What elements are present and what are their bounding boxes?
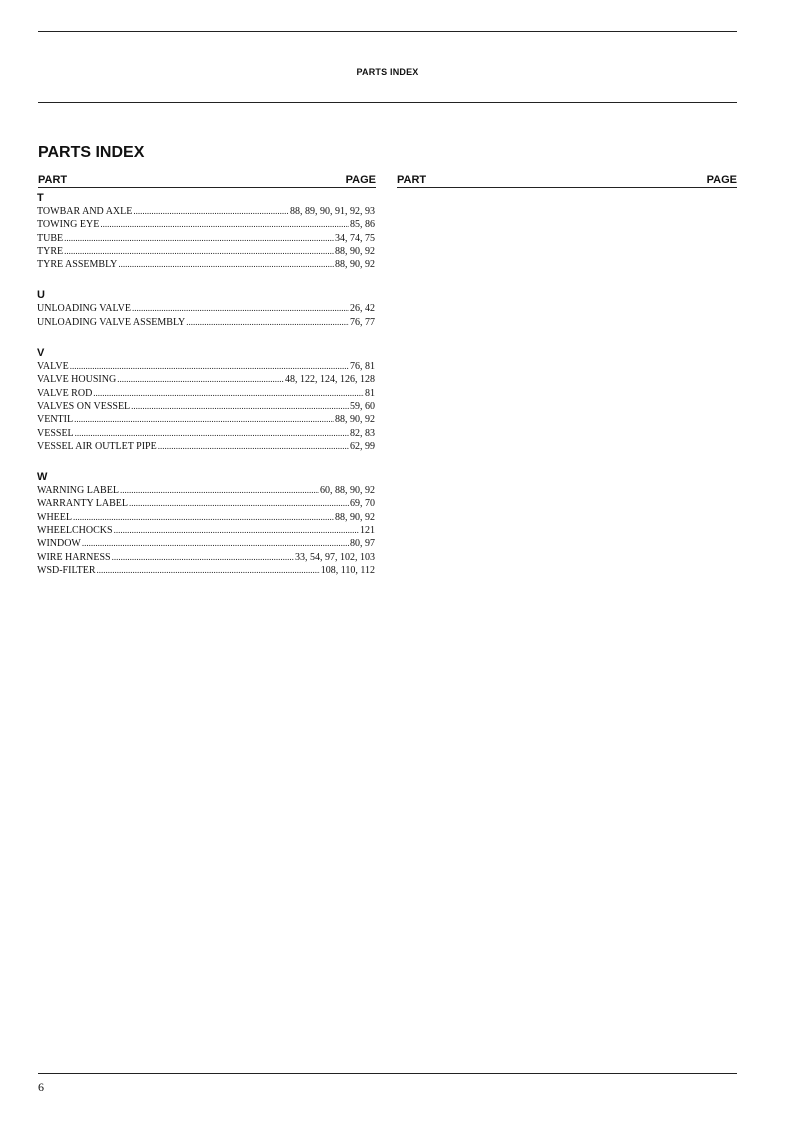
index-entry xyxy=(37,413,375,426)
page-refs: 59, 60 xyxy=(350,400,375,412)
index-entry xyxy=(37,537,375,550)
index-entry xyxy=(37,360,375,373)
column-header-part: PART xyxy=(397,174,427,186)
part-name: TYRE ASSEMBLY xyxy=(37,259,118,271)
index-entry xyxy=(37,497,375,510)
section-letter: U xyxy=(37,289,45,302)
part-name: VESSEL xyxy=(37,427,74,439)
index-entry xyxy=(37,232,375,245)
part-name: VALVE xyxy=(37,361,69,373)
index-section xyxy=(37,346,375,453)
dot-leader xyxy=(133,205,289,218)
part-name: TOWBAR AND AXLE xyxy=(37,206,133,217)
column-header-page: PAGE xyxy=(345,174,376,186)
index-entry xyxy=(37,218,375,231)
top-rule xyxy=(38,31,737,32)
index-entry xyxy=(37,564,375,577)
part-name: TUBE xyxy=(37,232,64,244)
page-refs: 88, 90, 92 xyxy=(335,511,375,523)
left-column-header xyxy=(38,173,376,188)
part-name: WARNING LABEL xyxy=(37,485,119,497)
page-refs: 33, 54, 97, 102, 103 xyxy=(295,551,375,563)
dot-leader xyxy=(129,497,349,510)
page-refs: 26, 42 xyxy=(350,303,375,315)
dot-leader xyxy=(112,551,294,564)
part-name: WSD-FILTER xyxy=(37,564,96,576)
dot-leader xyxy=(100,218,349,231)
page-number: 6 xyxy=(38,1080,44,1094)
dot-leader xyxy=(120,484,319,497)
page-refs: 121 xyxy=(360,525,375,537)
index-entry xyxy=(37,524,375,537)
index-entry xyxy=(37,427,375,440)
part-name: TYRE xyxy=(37,245,64,257)
page-refs: 88, 90, 92 xyxy=(335,414,375,426)
part-name: TOWING EYE xyxy=(37,219,100,231)
dot-leader xyxy=(114,524,359,537)
part-name: WARRANTY LABEL xyxy=(37,498,129,510)
dot-leader xyxy=(132,302,349,315)
page-title: PARTS INDEX xyxy=(38,144,145,161)
page-refs: 76, 77 xyxy=(350,316,375,328)
dot-leader xyxy=(64,245,334,258)
dot-leader xyxy=(75,427,349,440)
section-letter: T xyxy=(37,192,44,204)
dot-leader xyxy=(82,537,349,550)
section-letter: V xyxy=(37,347,45,360)
index-entry xyxy=(37,302,375,315)
index-entry xyxy=(37,440,375,453)
index-entry xyxy=(37,484,375,497)
dot-leader xyxy=(64,232,334,245)
page-refs: 108, 110, 112 xyxy=(320,564,375,576)
part-name: UNLOADING VALVE ASSEMBLY xyxy=(37,316,186,328)
page-refs: 34, 74, 75 xyxy=(335,232,375,244)
index-entry xyxy=(37,316,375,329)
part-name: VALVE ROD xyxy=(37,387,93,399)
page-refs: 62, 99 xyxy=(350,440,375,452)
index-entry xyxy=(37,400,375,413)
page-refs: 82, 83 xyxy=(350,427,375,439)
index-entry xyxy=(37,511,375,524)
index-entry xyxy=(37,387,375,400)
index-entry xyxy=(37,373,375,386)
page-refs: 69, 70 xyxy=(350,498,375,510)
index-column-left xyxy=(37,191,375,577)
page-refs: 81 xyxy=(365,387,375,399)
dot-leader xyxy=(118,258,334,271)
right-column-header xyxy=(397,173,737,188)
footer-rule xyxy=(38,1073,737,1074)
dot-leader xyxy=(70,360,349,373)
part-name: WIRE HARNESS xyxy=(37,551,111,563)
column-header-part: PART xyxy=(38,174,68,186)
dot-leader xyxy=(74,413,334,426)
part-name: VALVES ON VESSEL xyxy=(37,400,131,412)
index-section xyxy=(37,191,375,271)
part-name: VALVE HOUSING xyxy=(37,374,117,386)
page-refs: 85, 86 xyxy=(350,219,375,231)
part-name: WHEEL xyxy=(37,511,72,523)
index-entry xyxy=(37,245,375,258)
page-refs: 48, 122, 124, 126, 128 xyxy=(285,374,375,386)
index-section xyxy=(37,470,375,577)
dot-leader xyxy=(131,400,349,413)
index-entry xyxy=(37,205,375,218)
dot-leader xyxy=(97,564,320,577)
index-entry xyxy=(37,258,375,271)
section-letter: W xyxy=(37,471,48,484)
dot-leader xyxy=(93,387,364,400)
page-refs: 80, 97 xyxy=(350,538,375,550)
dot-leader xyxy=(158,440,349,453)
page-refs: 76, 81 xyxy=(350,361,375,373)
page-refs: 88, 90, 92 xyxy=(335,245,375,257)
dot-leader xyxy=(186,316,349,329)
page-refs: 60, 88, 90, 92 xyxy=(320,485,375,497)
dot-leader xyxy=(117,373,284,386)
dot-leader xyxy=(73,511,334,524)
part-name: WINDOW xyxy=(37,538,81,550)
column-header-page: PAGE xyxy=(706,174,737,186)
page-refs: 88, 89, 90, 91, 92, 93 xyxy=(290,206,375,217)
part-name: VESSEL AIR OUTLET PIPE xyxy=(37,440,157,452)
part-name: VENTIL xyxy=(37,414,74,426)
part-name: UNLOADING VALVE xyxy=(37,303,131,315)
index-section xyxy=(37,288,375,329)
header-rule xyxy=(38,102,737,103)
part-name: WHEELCHOCKS xyxy=(37,525,113,537)
index-entry xyxy=(37,551,375,564)
running-header: PARTS INDEX xyxy=(356,67,419,77)
page-refs: 88, 90, 92 xyxy=(335,259,375,271)
